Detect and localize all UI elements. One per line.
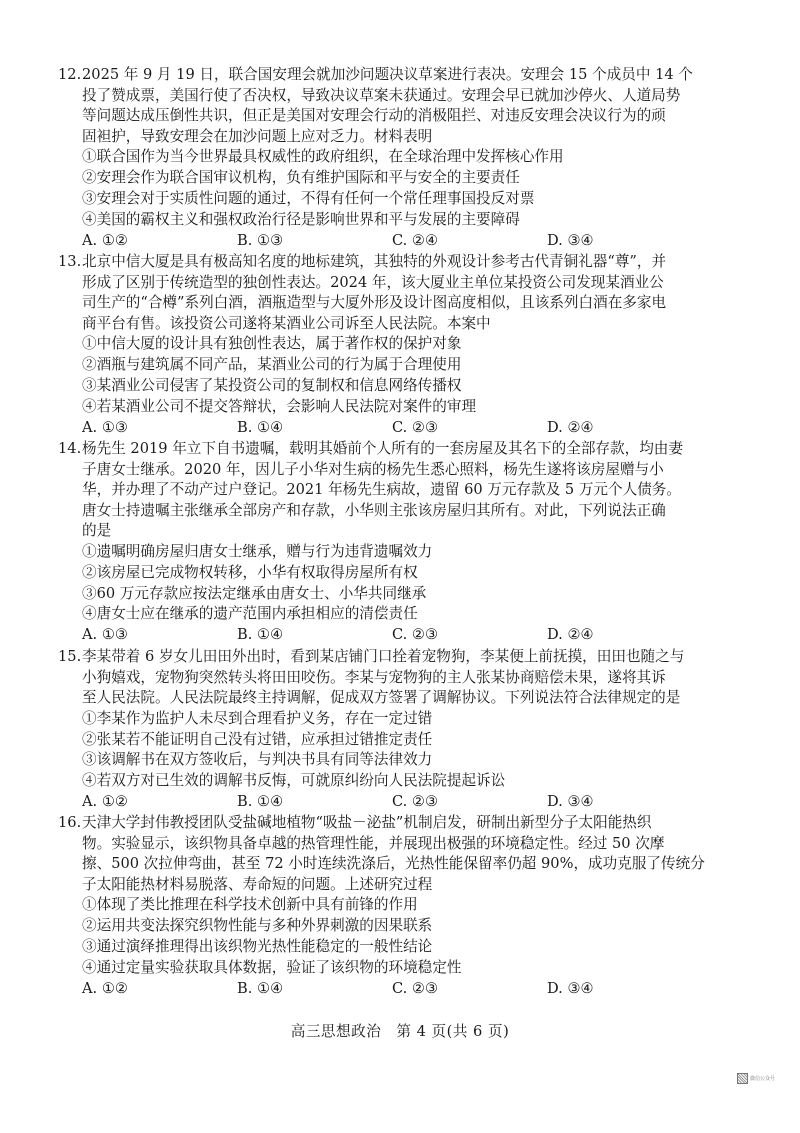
statement-4: ④美国的霸权主义和强权政治行径是影响世界和平与发展的主要障碍 bbox=[82, 210, 520, 228]
statement-3: ③安理会对于实质性问题的通过，不得有任何一个常任理事国投反对票 bbox=[82, 189, 535, 207]
watermark bbox=[737, 1072, 781, 1084]
question-stem-line bbox=[58, 252, 722, 273]
statement-3: ③该调解书在双方签收后，与判决书具有同等法律效力 bbox=[82, 751, 433, 769]
page-footer: 高三思想政治 第 4 页(共 6 页) bbox=[290, 1023, 510, 1040]
statement-3: ③某酒业公司侵害了某投资公司的复制权和信息网络传播权 bbox=[82, 376, 462, 394]
option-a[interactable]: A. ①② bbox=[82, 979, 128, 997]
question-stem-line bbox=[58, 813, 722, 834]
question-stem-line: 投了赞成票，美国行使了否决权，导致决议草案未获通过。安理会早已就加沙停火、人道局势 bbox=[82, 86, 681, 104]
question-stem-text: 2025 年 9 月 19 日，联合国安理会就加沙问题决议草案进行表决。安理会 15 个成员中 14 个 bbox=[82, 66, 693, 83]
question-13 bbox=[58, 252, 722, 438]
question-stem-line: 小狗嬉戏，宠物狗突然转头将田田咬伤。李某与宠物狗的主人张某协商赔偿未果，遂将其诉 bbox=[82, 668, 666, 686]
statement-2: ②运用共变法探究织物性能与多种外界刺激的因果联系 bbox=[82, 917, 433, 935]
option-a[interactable]: A. ①③ bbox=[82, 626, 128, 644]
option-a[interactable]: A. ①② bbox=[82, 231, 128, 249]
option-b[interactable]: B. ①④ bbox=[237, 979, 284, 997]
option-c[interactable]: C. ②④ bbox=[392, 231, 439, 249]
question-14 bbox=[58, 439, 722, 646]
question-stem-line: 商平台有售。该投资公司遂将某酒业公司诉至人民法院。本案中 bbox=[82, 314, 491, 332]
question-stem-line: 形成了区别于传统造型的独创性表达。2024 年，该大厦业主单位某投资公司发现某酒业公 bbox=[82, 273, 664, 291]
question-stem-line bbox=[58, 439, 722, 460]
question-stem-line: 司生产的“合樽”系列白酒，酒瓶造型与大厦外形及设计图高度相似，且该系列白酒在多家电 bbox=[82, 294, 667, 312]
statement-1: ①李某作为监护人未尽到合理看护义务，存在一定过错 bbox=[82, 709, 433, 727]
statement-2: ②张某若不能证明自己没有过错，应承担过错推定责任 bbox=[82, 730, 433, 748]
question-number: 12. bbox=[58, 66, 82, 83]
statement-4: ④通过定量实验获取具体数据，验证了该织物的环境稳定性 bbox=[82, 958, 462, 976]
question-stem-text: 李某带着 6 岁女儿田田外出时，看到某店铺门口拴着宠物狗，李某便上前抚摸，田田也随之与 bbox=[82, 648, 685, 665]
question-stem-line: 物。实验显示，该织物具备卓越的热管理性能，并展现出极强的环境稳定性。经过 50 次摩 bbox=[82, 834, 665, 852]
question-stem-line: 子太阳能热材料易脱落、寿命短的问题。上述研究过程 bbox=[82, 875, 433, 893]
option-a[interactable]: A. ①③ bbox=[82, 418, 128, 436]
question-stem-line: 固袒护，导致安理会在加沙问题上应对乏力。材料表明 bbox=[82, 127, 433, 145]
question-16 bbox=[58, 813, 722, 999]
question-12 bbox=[58, 65, 722, 251]
option-d[interactable]: D. ②④ bbox=[547, 626, 594, 644]
qr-icon bbox=[737, 1073, 748, 1084]
answer-options bbox=[82, 418, 722, 439]
question-number: 14. bbox=[58, 440, 82, 457]
question-stem-line: 擦、500 次拉伸弯曲，甚至 72 小时连续洗涤后，光热性能保留率仍超 90%，成功克服了传统分 bbox=[82, 855, 705, 873]
option-a[interactable]: A. ①② bbox=[82, 792, 128, 810]
statement-1: ①中信大厦的设计具有独创性表达，属于著作权的保护对象 bbox=[82, 335, 462, 353]
option-b[interactable]: B. ①④ bbox=[237, 418, 284, 436]
question-stem-line: 唐女士持遗嘱主张继承全部房产和存款，小华则主张该房屋归其所有。对此，下列说法正确 bbox=[82, 501, 666, 519]
option-b[interactable]: B. ①④ bbox=[237, 626, 284, 644]
statement-4: ④唐女士应在继承的遗产范围内承担相应的清偿责任 bbox=[82, 605, 418, 623]
question-stem-line bbox=[58, 647, 722, 668]
statement-2: ②酒瓶与建筑属不同产品，某酒业公司的行为属于合理使用 bbox=[82, 356, 462, 374]
statement-1: ①联合国作为当今世界最具权威性的政府组织，在全球治理中发挥核心作用 bbox=[82, 148, 564, 166]
question-stem-line: 等问题达成压倒性共识，但正是美国对安理会行动的消极阻拦、对违反安理会决议行为的顽 bbox=[82, 107, 666, 125]
question-stem-text: 北京中信大厦是具有极高知名度的地标建筑，其独特的外观设计参考古代青铜礼器“尊”，并 bbox=[82, 253, 667, 270]
question-stem-text: 杨先生 2019 年立下自书遗嘱，载明其婚前个人所有的一套房屋及其名下的全部存款，均由妻 bbox=[82, 440, 683, 457]
answer-options bbox=[82, 625, 722, 646]
option-d[interactable]: D. ②④ bbox=[547, 418, 594, 436]
statement-4: ④若某酒业公司不提交答辩状，会影响人民法院对案件的审理 bbox=[82, 397, 477, 415]
option-d[interactable]: D. ③④ bbox=[547, 979, 594, 997]
question-number: 16. bbox=[58, 814, 82, 831]
statement-2: ②安理会作为联合国审议机构，负有维护国际和平与安全的主要责任 bbox=[82, 169, 520, 187]
question-stem-line: 子唐女士继承。2020 年，因儿子小华对生病的杨先生悉心照料，杨先生遂将该房屋赠与小 bbox=[82, 460, 664, 478]
question-number: 15. bbox=[58, 648, 82, 665]
answer-options bbox=[82, 231, 722, 252]
watermark-text: 微信公众号 bbox=[750, 1075, 776, 1082]
option-d[interactable]: D. ③④ bbox=[547, 792, 594, 810]
question-15 bbox=[58, 647, 722, 813]
option-c[interactable]: C. ②③ bbox=[392, 792, 439, 810]
statement-3: ③通过演绎推理得出该织物光热性能稳定的一般性结论 bbox=[82, 937, 433, 955]
statement-2: ②该房屋已完成物权转移，小华有权取得房屋所有权 bbox=[82, 563, 418, 581]
option-c[interactable]: C. ②③ bbox=[392, 626, 439, 644]
statement-3: ③60 万元存款应按法定继承由唐女士、小华共同继承 bbox=[82, 584, 427, 602]
answer-options bbox=[82, 792, 722, 813]
option-b[interactable]: B. ①③ bbox=[237, 231, 284, 249]
option-c[interactable]: C. ②③ bbox=[392, 979, 439, 997]
statement-4: ④若双方对已生效的调解书反悔，可就原纠纷向人民法院提起诉讼 bbox=[82, 772, 506, 790]
question-stem-line: 华，并办理了不动产过户登记。2021 年杨先生病故，遗留 60 万元存款及 5 万元个人债务。 bbox=[82, 481, 681, 499]
question-stem-line bbox=[58, 65, 722, 86]
answer-options bbox=[82, 979, 722, 1000]
question-stem-line: 至人民法院。人民法院最终主持调解，促成双方签署了调解协议。下列说法符合法律规定的是 bbox=[82, 689, 681, 707]
question-stem-text: 天津大学封伟教授团队受盐碱地植物“吸盐－泌盐”机制启发，研制出新型分子太阳能热织 bbox=[82, 814, 652, 831]
question-stem-line: 的是 bbox=[82, 522, 112, 540]
statement-1: ①遗嘱明确房屋归唐女士继承，赠与行为违背遗嘱效力 bbox=[82, 542, 433, 560]
statement-1: ①体现了类比推理在科学技术创新中具有前锋的作用 bbox=[82, 896, 418, 914]
option-b[interactable]: B. ①④ bbox=[237, 792, 284, 810]
option-c[interactable]: C. ②③ bbox=[392, 418, 439, 436]
question-number: 13. bbox=[58, 253, 82, 270]
option-d[interactable]: D. ③④ bbox=[547, 231, 594, 249]
